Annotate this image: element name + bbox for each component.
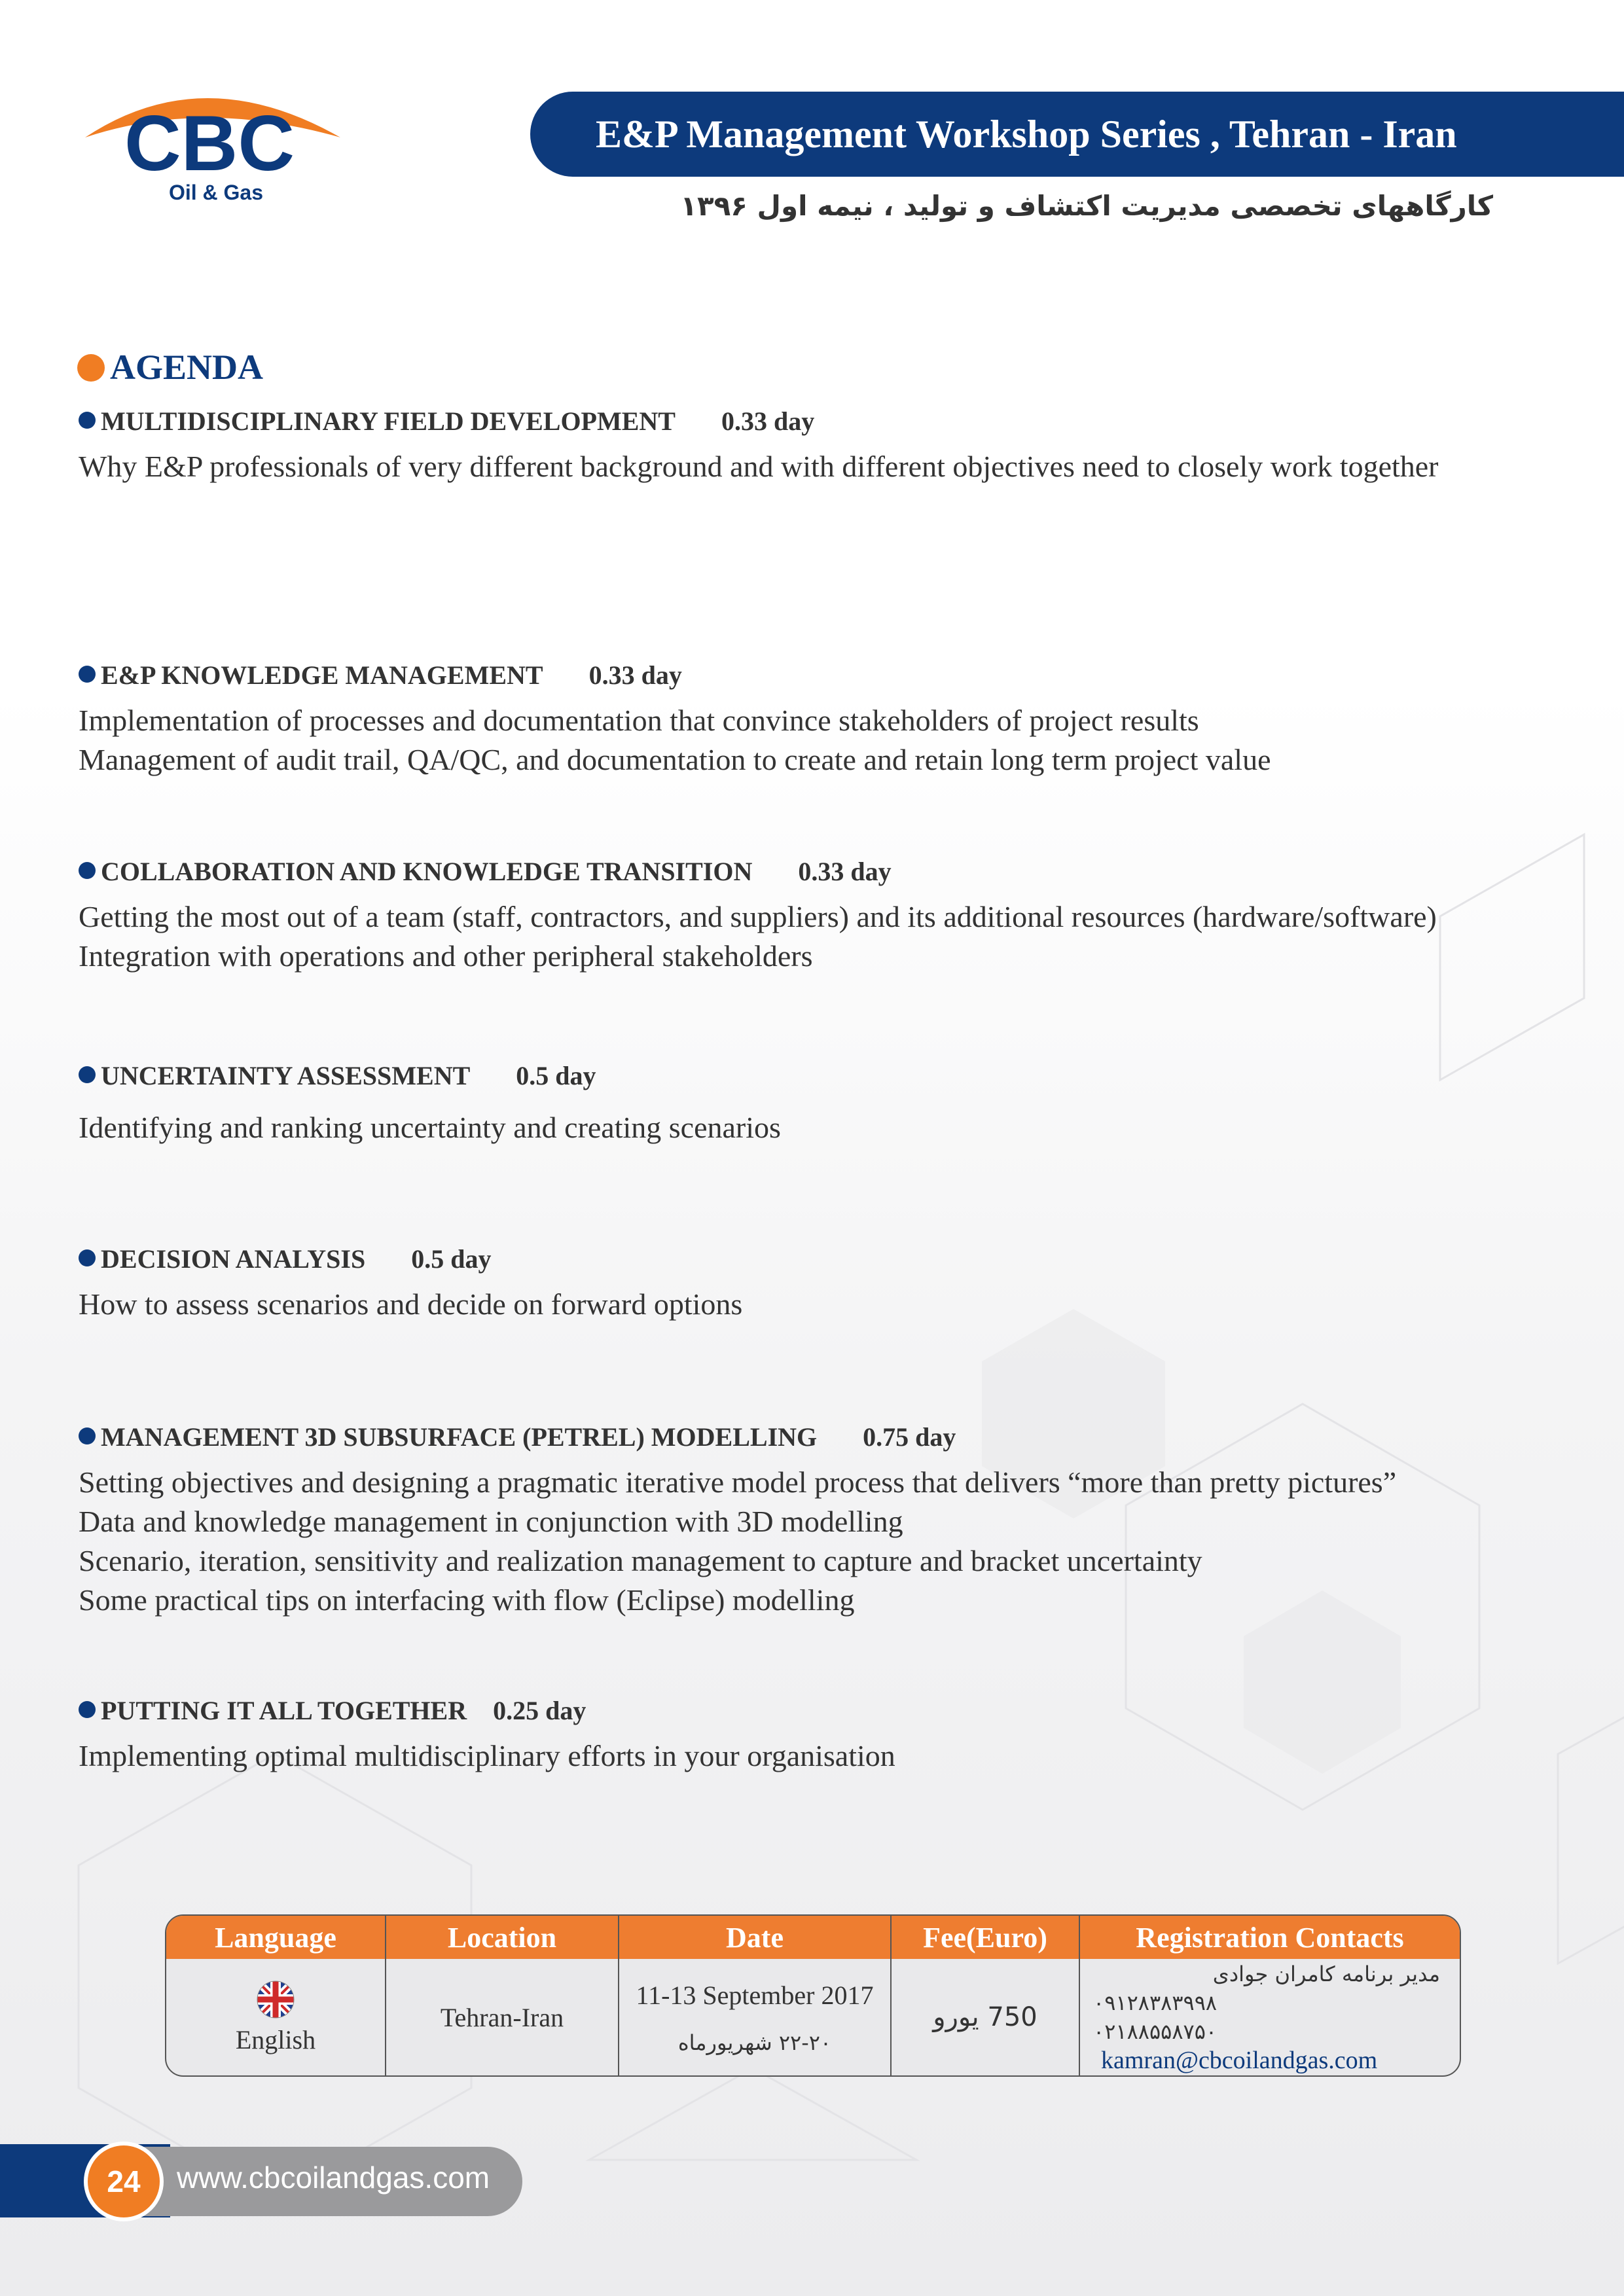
section-title: PUTTING IT ALL TOGETHER — [101, 1696, 467, 1725]
section-line: Getting the most out of a team (staff, contractors, and suppliers) and its additional resources (hardware/software) — [79, 900, 1437, 933]
bullet-icon — [79, 1427, 96, 1444]
section-line: Implementing optimal multidisciplinary efforts in your organisation — [79, 1739, 895, 1772]
uk-flag-icon — [256, 1980, 295, 2019]
language-value: English — [235, 2024, 316, 2054]
section-title: UNCERTAINTY ASSESSMENT — [101, 1061, 471, 1090]
bullet-icon — [79, 412, 96, 429]
bullet-icon — [79, 1066, 96, 1083]
header-date: Date — [619, 1916, 892, 1959]
language-cell — [166, 1959, 386, 2075]
agenda-section — [79, 1422, 1558, 1620]
contact-name: مدیر برنامه کامران جوادی — [1212, 1962, 1440, 1986]
header-location: Location — [386, 1916, 619, 1959]
section-duration: 0.33 day — [721, 406, 815, 436]
location-value: Tehran-Iran — [386, 1959, 619, 2075]
section-line: Setting objectives and designing a pragmatic iterative model process that delivers “more than pretty pictures” — [79, 1465, 1397, 1499]
agenda-section — [79, 1244, 1558, 1324]
logo-subtext: Oil & Gas — [168, 181, 264, 203]
bullet-icon — [79, 1249, 96, 1266]
section-line: Scenario, iteration, sensitivity and realization management to capture and bracket uncertainty — [79, 1544, 1202, 1577]
section-line: Management of audit trail, QA/QC, and documentation to create and retain long term project value — [79, 743, 1271, 776]
cbc-logo — [79, 72, 353, 203]
contacts-cell — [1080, 1959, 1460, 2075]
section-title: E&P KNOWLEDGE MANAGEMENT — [101, 660, 543, 690]
header-contacts: Registration Contacts — [1136, 1921, 1404, 1954]
header-language: Language — [166, 1916, 386, 1959]
section-line: Some practical tips on interfacing with flow (Eclipse) modelling — [79, 1583, 855, 1617]
section-duration: 0.75 day — [863, 1422, 956, 1452]
section-line: Why E&P professionals of very different background and with different objectives need to closely work together — [79, 450, 1439, 483]
bullet-icon — [79, 1701, 96, 1718]
date-en: 11-13 September 2017 — [636, 1980, 874, 2010]
section-title: MANAGEMENT 3D SUBSURFACE (PETREL) MODELLING — [101, 1422, 818, 1452]
table-header-row — [166, 1916, 1460, 1959]
contact-phone-office: ۰۲۱۸۸۵۵۸۷۵۰ — [1093, 2019, 1218, 2044]
section-line: How to assess scenarios and decide on forward options — [79, 1287, 743, 1321]
date-cell — [619, 1959, 892, 2075]
website-link[interactable]: www.cbcoilandgas.com — [177, 2161, 490, 2195]
agenda-section — [79, 856, 1558, 976]
section-duration: 0.5 day — [516, 1061, 596, 1090]
agenda-section — [79, 660, 1558, 780]
contact-email-link[interactable]: kamran@cbcoilandgas.com — [1101, 2047, 1378, 2074]
section-line: Data and knowledge management in conjunction with 3D modelling — [79, 1505, 903, 1538]
workshop-info-table — [165, 1914, 1461, 2077]
section-line: Integration with operations and other peripheral stakeholders — [79, 939, 813, 973]
agenda-section — [79, 1695, 1558, 1776]
orange-bullet-icon — [77, 354, 105, 382]
page-title: E&P Management Workshop Series , Tehran - Iran — [596, 113, 1457, 156]
persian-subtitle: کارگاههای تخصصی مدیریت اکتشاف و تولید ، نیمه اول ۱۳۹۶ — [680, 190, 1493, 222]
section-duration: 0.33 day — [798, 857, 892, 886]
logo-text: CBC — [124, 99, 295, 187]
bullet-icon — [79, 862, 96, 879]
agenda-heading: AGENDA — [77, 347, 263, 387]
contact-phone-mobile: ۰۹۱۲۸۳۸۳۹۹۸ — [1093, 1990, 1218, 2015]
agenda-section — [79, 406, 1558, 486]
section-duration: 0.25 day — [493, 1696, 586, 1725]
section-line: Implementation of processes and documentation that convince stakeholders of project results — [79, 704, 1199, 737]
date-fa: ۲۲-۲۰ شهریورماه — [677, 2030, 832, 2055]
section-title: DECISION ANALYSIS — [101, 1244, 366, 1274]
fee-value: 750 یورو — [892, 1959, 1080, 2075]
section-duration: 0.33 day — [588, 660, 682, 690]
table-row — [166, 1959, 1460, 2075]
bullet-icon — [79, 666, 96, 683]
section-title: MULTIDISCIPLINARY FIELD DEVELOPMENT — [101, 406, 676, 436]
page-number: 24 — [84, 2142, 164, 2221]
section-line: Identifying and ranking uncertainty and creating scenarios — [79, 1111, 781, 1144]
agenda-section — [79, 1060, 1558, 1147]
section-duration: 0.5 day — [411, 1244, 492, 1274]
header-fee: Fee(Euro) — [892, 1916, 1080, 1959]
section-title: COLLABORATION AND KNOWLEDGE TRANSITION — [101, 857, 753, 886]
header-title-bar — [530, 92, 1624, 177]
